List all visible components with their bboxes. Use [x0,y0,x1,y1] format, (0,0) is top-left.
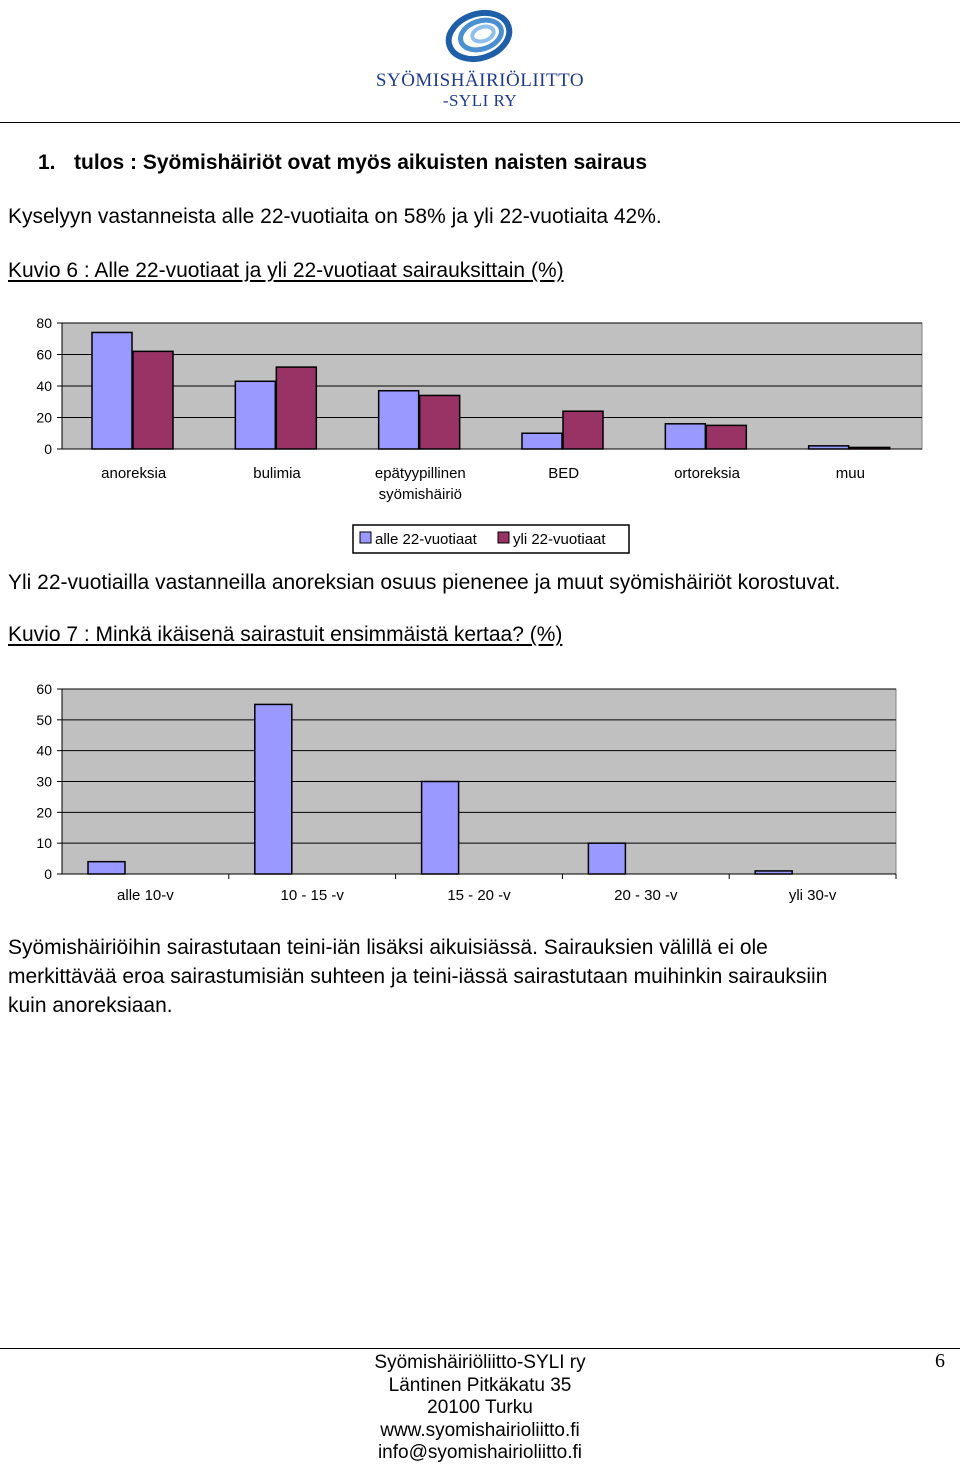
footer-web[interactable]: www.syomishairioliitto.fi [380,1419,580,1441]
y-tick-label: 0 [44,866,52,882]
footer-street: Läntinen Pitkäkatu 35 [388,1374,572,1396]
category-label: alle 10-v [117,887,174,904]
bar [850,447,890,449]
y-tick-label: 40 [36,742,52,759]
category-label: syömishäiriö [378,486,463,503]
category-label: 20 - 30 -v [614,887,678,904]
y-tick-label: 20 [36,804,52,821]
category-label: anoreksia [101,465,167,482]
y-tick-label: 30 [36,773,52,790]
heading-text: tulos : Syömishäiriöt ovat myös aikuisten naisten sairaus [74,151,648,174]
y-tick-label: 60 [36,681,52,697]
org-suffix: -SYLI RY [442,91,518,110]
bar [706,425,746,449]
chart1-caption: Kuvio 6 : Alle 22-vuotiaat ja yli 22-vuotiaat sairauksittain (%) [8,259,564,282]
bar [255,704,292,874]
legend-swatch [498,532,509,543]
conclusion-line-2: merkittävää eroa sairastumisiän suhteen ja teini-iässä sairastutaan muihinkin sairauksiin [8,965,828,988]
footer-divider [0,1348,960,1349]
bar [133,351,173,449]
heading-number: 1. [38,151,56,174]
legend [353,525,629,553]
legend-label: alle 22-vuotiaat [375,531,477,548]
org-name: SYÖMISHÄIRIÖLIITTO [375,70,585,91]
y-tick-label: 80 [36,315,52,331]
y-tick-label: 20 [36,409,52,426]
bar [92,332,132,449]
chart2 [0,678,960,910]
footer [300,1352,660,1465]
header-divider [0,122,960,123]
chart1-comment: Yli 22-vuotiailla vastanneilla anoreksian osuus pienenee ja muut syömishäiriöt korostuvat. [8,571,841,594]
chart2-caption: Kuvio 7 : Minkä ikäisenä sairastuit ensimmäistä kertaa? (%) [8,623,563,646]
category-label: muu [835,465,865,482]
conclusion-line-1: Syömishäiriöihin sairastutaan teini-iän lisäksi aikuisiässä. Sairauksien välillä ei ole [8,936,768,959]
section-heading [38,151,647,175]
category-label: bulimia [253,465,301,482]
intro-paragraph: Kyselyyn vastanneista alle 22-vuotiaita on 58% ja yli 22-vuotiaita 42%. [8,205,662,228]
category-label: BED [548,465,580,482]
bar [88,862,125,874]
y-tick-label: 0 [44,441,52,457]
category-label: yli 30-v [788,887,837,904]
category-label: 15 - 20 -v [447,887,511,904]
category-label: ortoreksia [674,465,740,482]
category-label: epätyypillinen [374,465,466,482]
chart1 [0,312,960,562]
bar [563,411,603,449]
category-label: 10 - 15 -v [280,887,344,904]
legend-swatch [360,532,371,543]
footer-org: Syömishäiriöliitto-SYLI ry [374,1352,586,1373]
y-tick-label: 50 [36,711,52,728]
conclusion-line-3: kuin anoreksiaan. [8,994,173,1017]
bar [422,782,459,875]
bar [809,446,849,449]
y-tick-label: 60 [36,346,52,363]
bar [588,843,625,874]
bar [276,367,316,449]
bar [420,395,460,449]
y-tick-label: 10 [36,835,52,852]
bar [522,433,562,449]
footer-city: 20100 Turku [427,1397,533,1418]
page-number: 6 [935,1350,945,1372]
bar [379,391,419,449]
bar [235,381,275,449]
footer-email[interactable]: info@syomishairioliitto.fi [377,1442,583,1463]
legend-label: yli 22-vuotiaat [513,531,606,548]
bar [755,871,792,874]
bar [665,424,705,449]
y-tick-label: 40 [36,378,52,394]
